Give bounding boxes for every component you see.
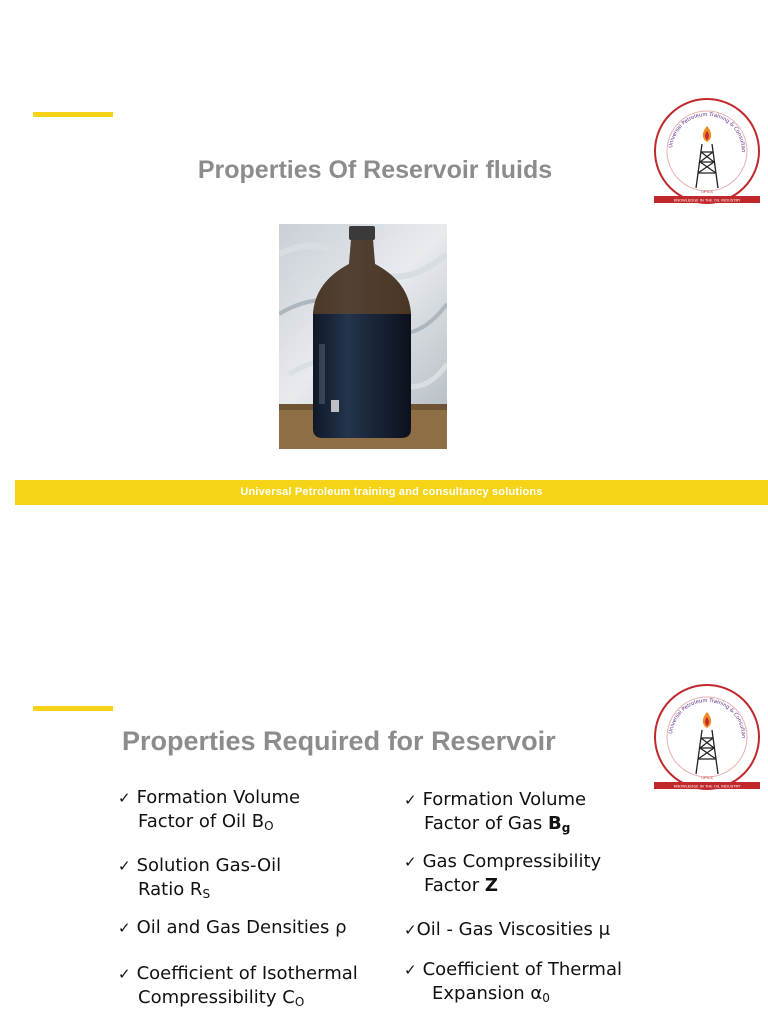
list-item-gas-fvf: ✓ Formation Volume Factor of Gas $B_g$ [404,789,587,835]
list-item-densities: ✓ Oil and Gas Densities ρ [118,917,347,938]
company-logo [652,96,762,206]
list-item-thermal-expansion: ✓ Coefficient of Thermal Expansion $\alpha_0$ [404,959,622,1005]
check-icon: ✓ [404,853,417,871]
slide-title: Properties Required for Reservoir [122,726,556,756]
slide-2 [0,600,768,1024]
oil-bottle-photo [279,224,447,449]
footer-banner [15,480,768,505]
accent-line [33,706,113,711]
check-icon: ✓ [404,791,417,809]
check-icon: ✓ [118,919,131,937]
svg-text:UPTCS: UPTCS [701,776,713,780]
svg-text:Universal Petroleum Training &: Universal Petroleum Training & Consultan [668,697,747,739]
svg-text:KNOWLEDGE IN THE OIL INDUSTRY: KNOWLEDGE IN THE OIL INDUSTRY [673,197,741,203]
derrick-flame-logo-icon [652,682,762,792]
list-item-viscosities: ✓Oil - Gas Viscosities μ [404,919,611,940]
list-item-solution-gor: ✓ Solution Gas-Oil Ratio $R_S$ [118,855,282,901]
oil-bottle-icon [279,224,447,449]
svg-text:KNOWLEDGE IN THE OIL INDUSTRY: KNOWLEDGE IN THE OIL INDUSTRY [673,783,741,789]
check-icon: ✓ [118,789,131,807]
svg-text:UPTCS: UPTCS [701,190,713,194]
banner-text: Universal Petroleum training and consultancy solutions [240,486,543,498]
check-icon: ✓ [118,965,131,983]
svg-text:Universal Petroleum Training &: Universal Petroleum Training & Consultan [668,111,747,153]
accent-line [33,112,113,117]
derrick-flame-logo-icon [652,96,762,206]
check-icon: ✓ [404,961,417,979]
list-item-gas-z-factor: ✓ Gas Compressibility Factor Z [404,851,602,896]
slide-title: Properties Of Reservoir fluids [197,156,553,184]
check-icon: ✓ [404,921,417,939]
check-icon: ✓ [118,857,131,875]
list-item-oil-fvf: ✓ Formation Volume Factor of Oil $B_O$ [118,787,301,833]
list-item-isothermal-compressibility: ✓ Coefficient of Isothermal Compressibility $C_O$ [118,963,358,1009]
company-logo [652,682,762,792]
